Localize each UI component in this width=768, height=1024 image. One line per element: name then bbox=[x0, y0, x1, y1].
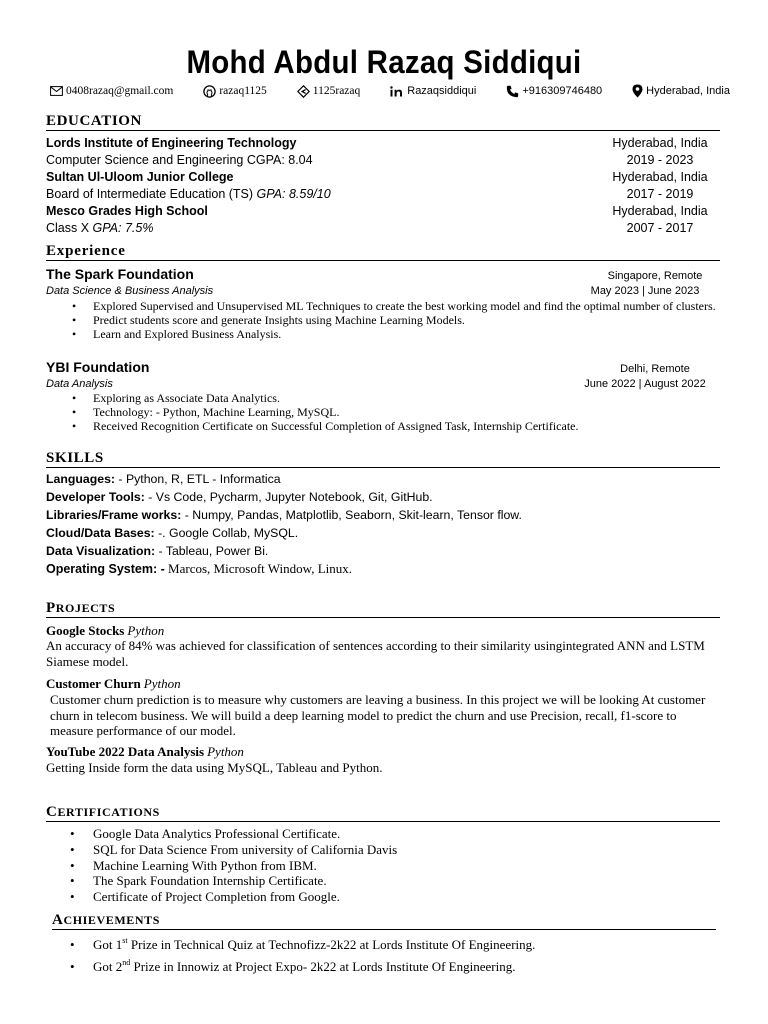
education-row bbox=[46, 135, 720, 151]
education-detail bbox=[46, 152, 313, 168]
achievements-heading-rest: CHIEVEMENTS bbox=[63, 913, 161, 927]
experience-bullets bbox=[46, 299, 726, 342]
candidate-name: Mohd Abdul Razaq Siddiqui bbox=[186, 44, 582, 80]
education-row bbox=[46, 186, 720, 202]
skill-label: Cloud/Data Bases: bbox=[46, 526, 155, 540]
project-description: Getting Inside form the data using MySQL, Tableau and Python. bbox=[46, 760, 383, 775]
contact-phone-text: +916309746480 bbox=[522, 85, 603, 97]
certifications-heading bbox=[46, 803, 720, 822]
location-pin-icon bbox=[632, 84, 643, 98]
contact-linkedin-text: Razaqsiddiqui bbox=[407, 85, 477, 97]
skill-line bbox=[46, 543, 720, 559]
projects-heading bbox=[46, 599, 720, 618]
contact-phone[interactable] bbox=[506, 85, 602, 98]
contact-codechef[interactable] bbox=[297, 85, 360, 98]
experience-location: Delhi, Remote bbox=[620, 363, 690, 375]
skill-line bbox=[46, 561, 720, 577]
skill-value: Marcos, Microsoft Window, Linux. bbox=[164, 561, 353, 576]
contact-linkedin[interactable] bbox=[390, 85, 476, 97]
certification-item: • SQL for Data Science From university of California Davis bbox=[46, 842, 726, 858]
achievements-heading-cap: A bbox=[52, 912, 64, 928]
project-title: YouTube 2022 Data Analysis bbox=[46, 744, 205, 759]
project-description: Customer churn prediction is to measure why customers are leaving a business. In this project we will be looking At customer churn in telecom business. We will build a deep learning model to predict the churn and use Precision, recall, f1-score to measure performance of our model. bbox=[50, 692, 706, 738]
phone-icon bbox=[506, 85, 519, 98]
certifications-heading-rest: ERTIFICATIONS bbox=[57, 805, 160, 819]
skill-label: Libraries/Frame works: bbox=[46, 508, 182, 522]
experience-role: Data Analysis bbox=[46, 378, 113, 390]
codechef-icon bbox=[297, 85, 310, 98]
achievement-ordinal: nd bbox=[122, 958, 131, 967]
projects-heading-cap: P bbox=[46, 600, 56, 616]
education-heading: EDUCATION bbox=[46, 112, 720, 131]
skill-label: Languages: bbox=[46, 472, 116, 486]
contact-github[interactable] bbox=[203, 85, 266, 98]
experience-bullet: • Technology: - Python, Machine Learning, MySQL. bbox=[46, 405, 726, 419]
experience-org: The Spark Foundation bbox=[46, 266, 194, 282]
skill-line bbox=[46, 507, 720, 523]
skill-value: - Tableau, Power Bi. bbox=[155, 544, 269, 558]
education-detail-text: Board of Intermediate Education (TS) bbox=[46, 187, 257, 201]
project-title-row bbox=[46, 676, 181, 692]
education-row bbox=[46, 169, 720, 185]
achievement-ordinal: st bbox=[122, 936, 128, 945]
skill-label: Developer Tools: bbox=[46, 490, 145, 504]
linkedin-icon bbox=[390, 86, 404, 97]
education-dates: 2017 - 2019 bbox=[626, 187, 694, 201]
experience-org: YBI Foundation bbox=[46, 359, 150, 375]
experience-bullets bbox=[46, 391, 726, 434]
project-title: Customer Churn bbox=[46, 676, 141, 691]
project-tech: Python bbox=[143, 676, 181, 691]
experience-bullet: • Predict students score and generate Insights using Machine Learning Models. bbox=[46, 313, 726, 327]
education-detail bbox=[46, 220, 153, 236]
education-school: Lords Institute of Engineering Technology bbox=[46, 136, 297, 150]
education-row bbox=[46, 203, 720, 219]
skill-label: Operating System: - bbox=[46, 562, 165, 576]
achievements-list bbox=[46, 934, 726, 978]
achievement-item bbox=[46, 934, 726, 956]
contact-codechef-text: 1125razaq bbox=[312, 85, 361, 97]
skill-value: - Python, R, ETL - Informatica bbox=[115, 472, 281, 486]
education-location: Hyderabad, India bbox=[612, 204, 708, 218]
education-row bbox=[46, 220, 720, 236]
experience-dates: May 2023 | June 2023 bbox=[590, 285, 700, 297]
education-gpa: GPA: 7.5% bbox=[92, 221, 154, 235]
project-tech: Python bbox=[207, 744, 244, 759]
contact-location-text: Hyderabad, India bbox=[646, 85, 730, 97]
achievement-pre: Got 1 bbox=[93, 937, 123, 952]
skill-line bbox=[46, 471, 720, 487]
achievement-post: Prize in Technical Quiz at Technofizz-2k22 at Lords Institute Of Engineering. bbox=[127, 937, 536, 952]
education-location: Hyderabad, India bbox=[612, 170, 708, 184]
experience-role-row bbox=[46, 283, 720, 300]
achievements-heading bbox=[52, 911, 716, 930]
experience-bullet: • Exploring as Associate Data Analytics. bbox=[46, 391, 726, 405]
contact-email[interactable] bbox=[50, 85, 173, 97]
project-title: Google Stocks bbox=[46, 623, 125, 638]
education-school: Sultan Ul-Uloom Junior College bbox=[46, 170, 234, 184]
skill-value: -. Google Collab, MySQL. bbox=[154, 526, 299, 540]
projects-heading-rest: ROJECTS bbox=[55, 601, 116, 615]
github-icon bbox=[203, 85, 216, 98]
skill-line bbox=[46, 489, 720, 505]
education-detail-text: Class X bbox=[46, 221, 93, 235]
contact-github-text: razaq1125 bbox=[219, 85, 267, 97]
skill-value: - Numpy, Pandas, Matplotlib, Seaborn, Skit-learn, Tensor flow. bbox=[181, 508, 522, 522]
experience-dates: June 2022 | August 2022 bbox=[584, 378, 706, 390]
education-detail bbox=[46, 186, 331, 202]
project-description: An accuracy of 84% was achieved for classification of sentences according to their similarity usingintegrated ANN and LSTM Siamese model. bbox=[46, 638, 705, 669]
certifications-list bbox=[46, 826, 726, 905]
contact-bar bbox=[50, 84, 730, 98]
experience-bullet: • Explored Supervised and Unsupervised ML Techniques to create the best working model and find the optimal number of clusters. bbox=[46, 299, 726, 313]
project-title-row bbox=[46, 623, 164, 639]
project-title-row bbox=[46, 744, 244, 760]
skill-line bbox=[46, 525, 720, 541]
education-dates: 2019 - 2023 bbox=[626, 153, 694, 167]
skill-label: Data Visualization: bbox=[46, 544, 156, 558]
certification-item: • Machine Learning With Python from IBM. bbox=[46, 858, 726, 874]
education-gpa: GPA: 8.59/10 bbox=[256, 187, 331, 201]
education-school: Mesco Grades High School bbox=[46, 204, 208, 218]
mail-icon bbox=[50, 86, 63, 96]
experience-bullet: • Learn and Explored Business Analysis. bbox=[46, 327, 726, 341]
experience-location: Singapore, Remote bbox=[607, 270, 703, 282]
project-tech: Python bbox=[127, 623, 165, 638]
certification-item: • The Spark Foundation Internship Certificate. bbox=[46, 873, 726, 889]
education-dates: 2007 - 2017 bbox=[626, 221, 694, 235]
achievement-pre: Got 2 bbox=[93, 959, 123, 974]
skill-value: - Vs Code, Pycharm, Jupyter Notebook, Git, GitHub. bbox=[144, 490, 433, 504]
contact-location bbox=[632, 84, 730, 98]
skills-heading: SKILLS bbox=[46, 449, 720, 468]
contact-email-text: 0408razaq@gmail.com bbox=[66, 85, 174, 97]
experience-heading: Experience bbox=[46, 242, 720, 261]
education-row bbox=[46, 152, 720, 168]
achievement-post: Prize in Innowiz at Project Expo- 2k22 at Lords Institute Of Engineering. bbox=[130, 959, 516, 974]
certification-item: • Google Data Analytics Professional Certificate. bbox=[46, 826, 726, 842]
certification-item: • Certificate of Project Completion from Google. bbox=[46, 889, 726, 905]
achievement-item bbox=[46, 956, 726, 978]
certifications-heading-cap: C bbox=[46, 804, 58, 820]
experience-role: Data Science & Business Analysis bbox=[46, 285, 214, 297]
experience-bullet: • Received Recognition Certificate on Successful Completion of Assigned Task, Internship Certificate. bbox=[46, 419, 726, 433]
education-detail-text: Computer Science and Engineering CGPA: 8.04 bbox=[46, 153, 313, 167]
education-location: Hyderabad, India bbox=[612, 136, 708, 150]
